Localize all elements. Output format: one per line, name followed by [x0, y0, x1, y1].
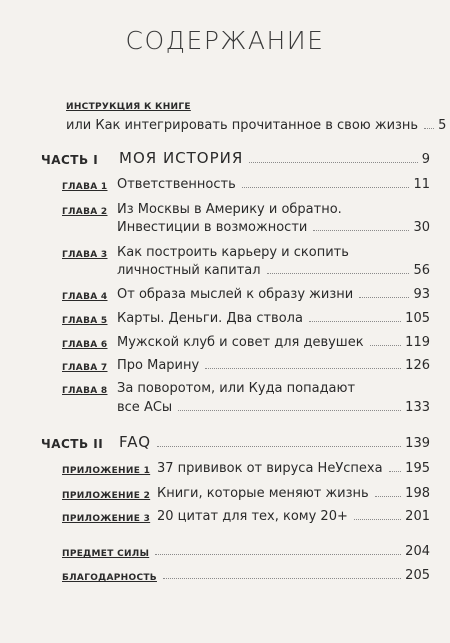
chapter-page: 56: [413, 263, 430, 278]
chapter-page: 126: [405, 358, 430, 373]
thanks-row[interactable]: [62, 568, 430, 583]
chapter-page: 105: [405, 311, 430, 326]
leader-dots: [359, 297, 409, 298]
chapter-8-label-row[interactable]: [62, 381, 430, 396]
chapter-2-label-row[interactable]: [62, 202, 430, 217]
leader-dots: [178, 410, 401, 411]
chapter-title: Карты. Деньги. Два ствола: [117, 311, 303, 326]
leader-dots: [249, 162, 417, 163]
part1-page: 9: [421, 152, 430, 167]
leader-dots: [424, 128, 434, 129]
intro-text: или Как интегрировать прочитанное в свою жизнь: [66, 118, 419, 133]
chapter-3-label-row[interactable]: [62, 245, 430, 260]
subject-page: 204: [405, 544, 430, 559]
intro-page: 5: [438, 118, 447, 133]
chapter-label: ГЛАВА 1: [62, 182, 108, 192]
chapter-label: ГЛАВА 4: [62, 292, 108, 302]
chapter-label: ГЛАВА 2: [62, 207, 108, 217]
chapter-title-line-1: Как построить карьеру и скопить: [117, 245, 349, 260]
chapter-7-row[interactable]: [62, 358, 430, 373]
chapter-label: ГЛАВА 3: [62, 250, 108, 260]
chapter-3-row[interactable]: [117, 263, 430, 278]
chapter-page: 30: [413, 220, 430, 235]
appendix-2-row[interactable]: [62, 486, 430, 501]
appendix-label: ПРИЛОЖЕНИЕ 1: [62, 466, 151, 476]
leader-dots: [242, 187, 410, 188]
appendix-title: 20 цитат для тех, кому 20+: [157, 509, 348, 524]
part2-row[interactable]: [41, 433, 430, 451]
leader-dots: [375, 496, 401, 497]
thanks-label: БЛАГОДАРНОСТЬ: [62, 573, 157, 583]
leader-dots: [389, 471, 402, 472]
chapter-page: 11: [413, 177, 430, 192]
part1-label: ЧАСТЬ I: [41, 153, 99, 167]
chapter-6-row[interactable]: [62, 335, 430, 350]
appendix-1-row[interactable]: [62, 461, 430, 476]
chapter-title-line-2: все АСы: [117, 400, 173, 415]
leader-dots: [354, 519, 401, 520]
leader-dots: [309, 321, 401, 322]
leader-dots: [370, 345, 402, 346]
subject-label: ПРЕДМЕТ СИЛЫ: [62, 549, 150, 559]
appendix-page: 195: [405, 461, 430, 476]
chapter-title-line-2: личностный капитал: [117, 263, 261, 278]
chapter-title-line-1: Из Москвы в Америку и обратно.: [117, 202, 342, 217]
chapter-5-row[interactable]: [62, 311, 430, 326]
chapter-page: 93: [413, 287, 430, 302]
chapter-4-row[interactable]: [62, 287, 430, 302]
chapter-8-row[interactable]: [117, 400, 430, 415]
appendix-label: ПРИЛОЖЕНИЕ 3: [62, 514, 151, 524]
chapter-label: ГЛАВА 5: [62, 316, 108, 326]
intro-label-row: [66, 102, 396, 112]
chapter-2-row[interactable]: [117, 220, 430, 235]
chapter-title-line-1: За поворотом, или Куда попадают: [117, 381, 356, 396]
part2-title: FAQ: [119, 433, 152, 451]
leader-dots: [155, 554, 401, 555]
chapter-label: ГЛАВА 6: [62, 340, 108, 350]
intro-label: ИНСТРУКЦИЯ К КНИГЕ: [66, 102, 191, 112]
leader-dots: [157, 446, 401, 447]
part2-page: 139: [405, 436, 430, 451]
leader-dots: [267, 273, 410, 274]
intro-row[interactable]: [66, 118, 447, 133]
chapter-label: ГЛАВА 8: [62, 386, 108, 396]
leader-dots: [163, 578, 401, 579]
chapter-title-line-2: Инвестиции в возможности: [117, 220, 308, 235]
appendix-page: 201: [405, 509, 430, 524]
page-title: СОДЕРЖАНИЕ: [125, 26, 325, 55]
appendix-label: ПРИЛОЖЕНИЕ 2: [62, 491, 151, 501]
chapter-page: 119: [405, 335, 430, 350]
appendix-title: Книги, которые меняют жизнь: [157, 486, 369, 501]
chapter-page: 133: [405, 400, 430, 415]
appendix-page: 198: [405, 486, 430, 501]
leader-dots: [205, 368, 401, 369]
chapter-label: ГЛАВА 7: [62, 363, 108, 373]
chapter-title: Про Марину: [117, 358, 200, 373]
thanks-page: 205: [405, 568, 430, 583]
chapter-title: Мужской клуб и совет для девушек: [117, 335, 364, 350]
subject-row[interactable]: [62, 544, 430, 559]
chapter-title: От образа мыслей к образу жизни: [117, 287, 354, 302]
chapter-title: Ответственность: [117, 177, 236, 192]
chapter-1-row[interactable]: [62, 177, 430, 192]
leader-dots: [313, 230, 409, 231]
appendix-title: 37 прививок от вируса НеУспеха: [157, 461, 383, 476]
part1-title: МОЯ ИСТОРИЯ: [119, 149, 244, 167]
part2-label: ЧАСТЬ II: [41, 437, 104, 451]
part1-row[interactable]: [41, 149, 430, 167]
appendix-3-row[interactable]: [62, 509, 430, 524]
